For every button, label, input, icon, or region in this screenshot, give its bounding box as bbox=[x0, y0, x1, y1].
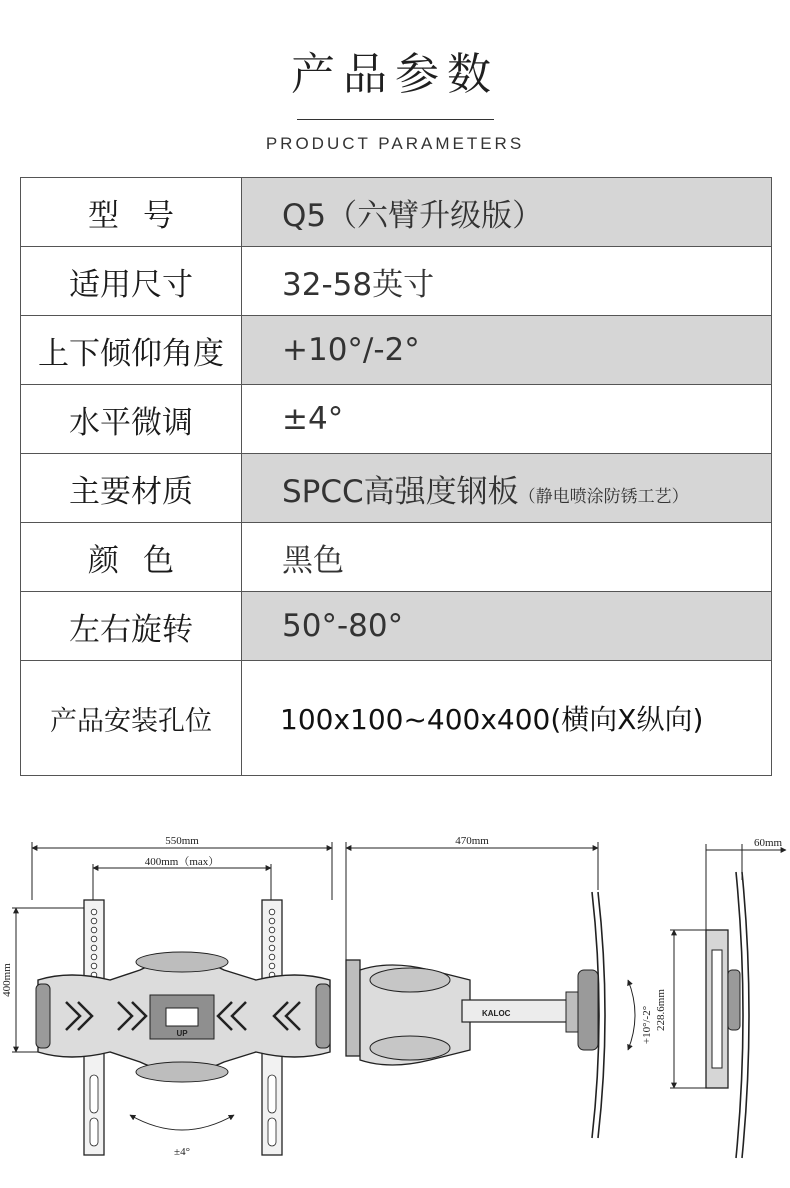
spec-row-material bbox=[21, 454, 772, 523]
spec-label: 左右旋转 bbox=[21, 592, 242, 661]
side-view bbox=[346, 842, 635, 1138]
end-view bbox=[670, 844, 786, 1158]
spec-row-tilt bbox=[21, 316, 772, 385]
side-depth-label: 470mm bbox=[455, 835, 489, 847]
spec-label: 主要材质 bbox=[21, 454, 242, 523]
plate-height-label: 228.6mm bbox=[655, 989, 667, 1031]
end-depth-label: 60mm bbox=[753, 837, 783, 849]
spec-value: Q5（六臂升级版） bbox=[242, 178, 772, 247]
spec-label: 水平微调 bbox=[21, 385, 242, 454]
spec-row-size bbox=[21, 247, 772, 316]
spec-note: （静电喷涂防锈工艺） bbox=[518, 486, 689, 507]
spec-label: 产品安装孔位 bbox=[21, 661, 242, 776]
page-title: 产品参数 bbox=[291, 49, 499, 100]
spec-row-adjust bbox=[21, 385, 772, 454]
front-height-label: 400mm bbox=[1, 963, 13, 997]
spec-label: 型号 bbox=[88, 197, 198, 234]
swivel-label: ±4° bbox=[174, 1146, 190, 1158]
front-view bbox=[12, 842, 332, 1155]
spec-value: 黑色 bbox=[242, 523, 772, 592]
spec-row-mount-holes bbox=[21, 661, 772, 776]
spec-row-rotation bbox=[21, 592, 772, 661]
spec-value: +10°/-2° bbox=[242, 316, 772, 385]
spec-value: 50°-80° bbox=[242, 592, 772, 661]
spec-row-model bbox=[21, 178, 772, 247]
title-divider bbox=[297, 119, 494, 120]
spec-label: 上下倾仰角度 bbox=[21, 316, 242, 385]
page-subtitle: PRODUCT PARAMETERS bbox=[265, 134, 525, 153]
spec-value: 32-58英寸 bbox=[242, 247, 772, 316]
spec-value: 100x100~400x400(横向X纵向) bbox=[242, 661, 772, 776]
spec-value: SPCC高强度钢板 bbox=[282, 473, 519, 510]
front-width-label: 550mm bbox=[165, 835, 199, 847]
spec-value: ±4° bbox=[242, 385, 772, 454]
up-label: UP bbox=[176, 1029, 188, 1038]
spec-label: 颜色 bbox=[88, 542, 198, 579]
spec-label: 适用尺寸 bbox=[21, 247, 242, 316]
spec-row-color bbox=[21, 523, 772, 592]
front-hole-width-label: 400mm（max） bbox=[144, 856, 220, 868]
tilt-label: +10°/-2° bbox=[641, 1005, 653, 1045]
brand-label: KALOC bbox=[482, 1009, 511, 1018]
spec-table bbox=[20, 177, 772, 776]
dimension-drawing bbox=[0, 820, 790, 1180]
